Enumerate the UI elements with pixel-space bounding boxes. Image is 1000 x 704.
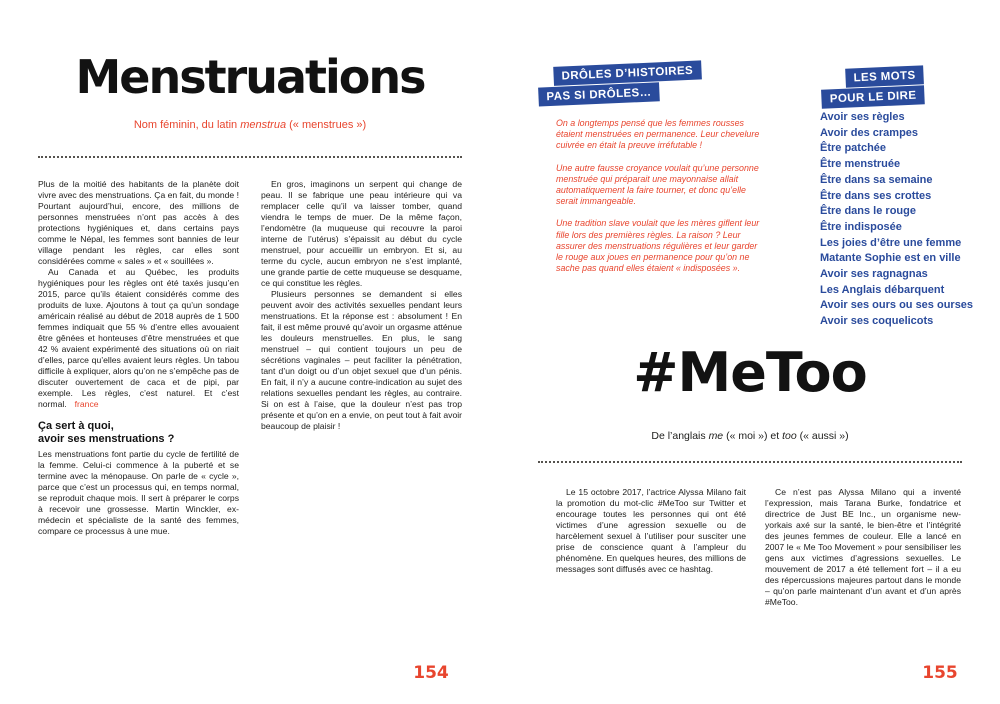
expression-item: Avoir ses ragnagnas <box>820 268 928 281</box>
expression-item: Les Anglais débarquent <box>820 283 945 296</box>
metoo-etymology-mid: (« moi ») et <box>723 430 783 442</box>
expression-item: Être menstruée <box>820 158 901 171</box>
metoo-etymology-word-me: me <box>708 430 724 442</box>
intro-paragraph: Plus de la moitié des habitants de la planète doit vivre avec des menstruations. Ça en fait, du monde ! Pourtant aujourd’hui, encore, des millions de personnes menstruées n’ont pas accès à des protections hygiéniques et, dans certains pays comme le Népal, les femmes sont bannies de leur village pendant les règles, car elles sont considérées comme « sales » et « souillées ». <box>38 179 239 266</box>
story-slave-tradition: Une tradition slave voulait que les mères giflent leur fille lors des premières règles. La raison ? Leur assurer des menstruations régulières et leur garder le rouge aux joues en permanence pour qu’on ne sache pas quand elles étaient « indisposées ». <box>556 218 760 274</box>
snake-analogy-paragraph: En gros, imaginons un serpent qui change de peau. Il se fabrique une peau intérieure qui va remplacer celle qu’il va laisser tomber, quand viendra le temps de muer. De la même façon, l’endomètre (la muqueuse qui recouvre la paroi interne de l’utérus) s’épaissit au début du cycle menstruel, pour accueillir un embryon. Et si, au terme du cycle, aucun embryon ne s’est implanté, une grande partie de cette muqueuse se desquame, ce qui constitue les règles. <box>261 179 462 288</box>
tag-france: france <box>74 399 99 409</box>
metoo-column-2 <box>765 487 961 608</box>
page-title-menstruations: Menstruations <box>75 50 425 104</box>
metoo-etymology <box>538 430 962 442</box>
expression-item: Être dans le rouge <box>820 205 916 218</box>
title-etymology <box>38 119 462 131</box>
expression-item: Être patchée <box>820 142 887 155</box>
badge-funny-stories-line1: DRÔLES D’HISTOIRES <box>553 60 701 85</box>
taboo-paragraph-text: Au Canada et au Québec, les produits hygiéniques pour les règles ont été taxés jusqu’en 2015, parce qu’ils étaient considérés comme des produits de luxe. Ajoutons à tout ça qu’un sondage américain réalisé au début de 2018 auprès de 1 500 femmes indiquait que 55 % d’entre elles avouaient être gênées et honteuses d’être menstruées et que 42 % avaient expérimenté des situations où on riait d’elles, parce qu’elles avaient leurs règles. Un tabou difficile à expliquer, alors qu’on ne s’empêche pas de discuter ouvertement de caca et de pipi, par exemple. Les règles, c’est naturel. Et c’est normal. <box>38 267 239 409</box>
left-column-2 <box>261 179 462 432</box>
cycle-paragraph: Les menstruations font partie du cycle de fertilité de la femme. Celui-ci commence à la puberté et se termine avec la ménopause. On parle de « cycle », parce que c’est un processus qui, en temps normal, se reproduit chaque mois. Il sert à préparer le corps à recevoir une grossesse. Martin Winckler, ex-médecin et spécialiste de la santé des femmes, compare ce processus à une mue. <box>38 449 239 536</box>
dotted-divider-right <box>538 461 962 463</box>
dotted-divider-left <box>38 156 462 158</box>
page-number-154: 154 <box>413 663 449 683</box>
expression-item: Avoir ses ours ou ses ourses <box>820 299 974 312</box>
badge-words-to-say-it <box>799 65 925 109</box>
expression-item: Avoir des crampes <box>820 126 919 139</box>
expression-item: Être dans ses crottes <box>820 189 932 202</box>
section-heading-purpose <box>38 420 239 446</box>
metoo-milano-paragraph: Le 15 octobre 2017, l’actrice Alyssa Milano fait la promotion du mot-clic #MeToo sur Twitter et encourage toutes les personnes qui ont été victimes d’une agression sexuelle ou de harcèlement sexuel à l’utiliser pour susciter une prise de conscience quant à l’ampleur du phénomène. En quelques heures, des millions de messages sont diffusés avec ce hashtag. <box>556 487 746 574</box>
story-mayonnaise: Une autre fausse croyance voulait qu’une personne menstruée qui préparait une mayonnaise allait automatiquement la faire tourner, et donc qu’elle serait immangeable. <box>556 162 759 207</box>
badge-funny-stories-line2: PAS SI DRÔLES… <box>538 82 660 106</box>
section-heading-line2: avoir ses menstruations ? <box>38 433 175 445</box>
section-heading-line1: Ça sert à quoi, <box>38 420 114 432</box>
sexuality-paragraph: Plusieurs personnes se demandent si elles peuvent avoir des activités sexuelles pendant leurs menstruations. Et la réponse est : absolument ! En fait, il est même prouvé qu’avoir un orgasme atténue les douleurs menstruelles. En plus, le sang menstruel – qui contient toujours un peu de sécrétions vaginales – peut faciliter la pénétration, tant d’un doigt ou d’un objet sexuel que d’un pénis. En fait, il n’y a aucune contre-indication au sujet des relations sexuelles pendant les règles, au contraire. Si on est à l’aise, que la douleur n’est pas trop présente et qu’on en a envie, on peut tout à fait avoir beaucoup de plaisir ! <box>261 289 462 431</box>
metoo-burke-paragraph: Ce n’est pas Alyssa Milano qui a inventé l’expression, mais Tarana Burke, fondatrice et directrice de Just BE Inc., un organisme new-yorkais axé sur la santé, le bien-être et l’intégrité des jeunes femmes de couleur. Elle a lancé en 2007 le « Me Too Movement » pour sensibiliser les gens aux victimes d’agressions sexuelles. Le mouvement de 2017 a été tellement fort – il a eu des répercussions majeures partout dans le monde – qu’on parle maintenant d’un avant et d’un après #MeToo. <box>765 487 961 607</box>
expression-item: Matante Sophie est en ville <box>820 252 961 265</box>
stories-list <box>556 118 760 285</box>
metoo-column-1 <box>556 487 746 575</box>
expression-item: Être dans sa semaine <box>820 173 933 186</box>
expression-item: Les joies d’être une femme <box>820 236 962 249</box>
metoo-etymology-pre: De l’anglais <box>651 430 709 442</box>
badge-words-line2: POUR LE DIRE <box>821 85 924 108</box>
etymology-post: (« menstrues ») <box>286 119 367 131</box>
metoo-etymology-post: (« aussi ») <box>796 430 849 442</box>
taboo-paragraph <box>38 267 239 410</box>
expression-item: Avoir ses règles <box>820 111 905 123</box>
metoo-etymology-word-too: too <box>782 430 797 442</box>
left-column-1 <box>38 179 239 537</box>
badge-funny-stories <box>537 60 702 106</box>
expressions-list <box>820 110 974 330</box>
expression-item: Avoir ses coquelicots <box>820 315 934 328</box>
etymology-pre: Nom féminin, du latin <box>133 119 241 131</box>
page-number-155: 155 <box>922 663 958 683</box>
page-title-metoo: #MeToo <box>633 341 867 404</box>
story-redheads: On a longtemps pensé que les femmes rousses étaient menstruées en permanence. Leur chevelure cuivrée en était la preuve irréfutable ! <box>556 118 760 151</box>
expression-item: Être indisposée <box>820 220 902 233</box>
etymology-latin-word: menstrua <box>240 119 287 131</box>
badge-words-line1: LES MOTS <box>845 65 924 87</box>
